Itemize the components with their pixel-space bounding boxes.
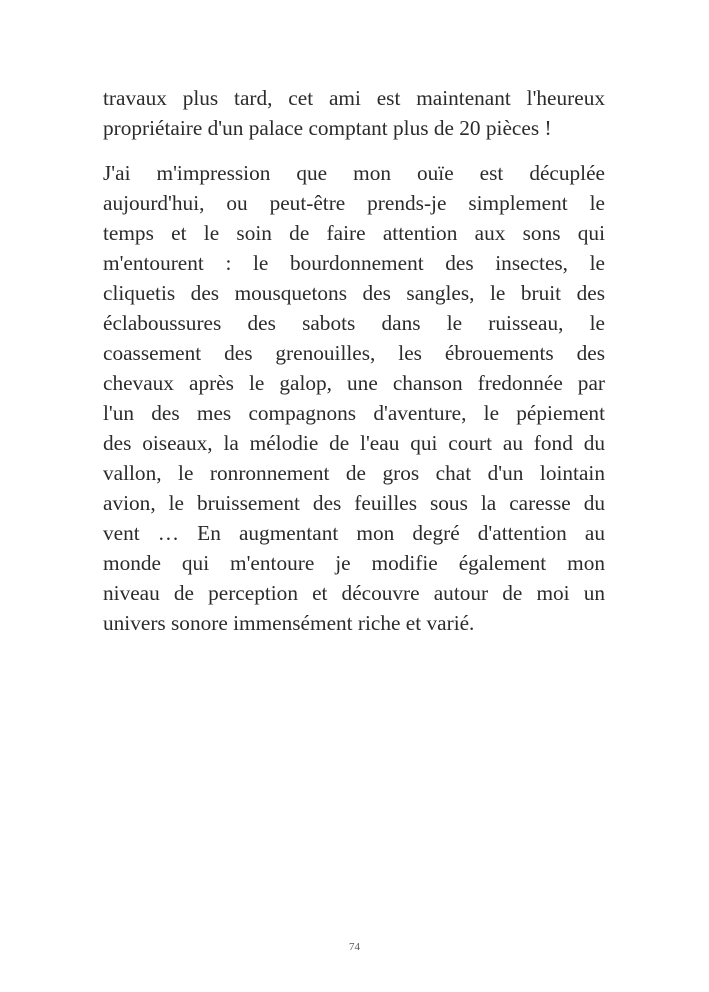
- text-line: m'entourent : le bourdonnement des insectes, le: [103, 251, 605, 275]
- page-number: 74: [349, 941, 360, 953]
- text-line: avion, le bruissement des feuilles sous la caresse du: [103, 491, 605, 515]
- paragraph-2: [103, 158, 605, 638]
- text-line: monde qui m'entoure je modifie également mon: [103, 551, 605, 575]
- text-line: niveau de perception et découvre autour de moi un: [103, 581, 605, 605]
- text-line: J'ai m'impression que mon ouïe est décuplée: [103, 161, 605, 185]
- text-line: chevaux après le galop, une chanson fredonnée par: [103, 371, 605, 395]
- text-line: l'un des mes compagnons d'aventure, le pépiement: [103, 401, 605, 425]
- text-line: coassement des grenouilles, les ébrouements des: [103, 341, 605, 365]
- text-line: éclaboussures des sabots dans le ruisseau, le: [103, 311, 605, 335]
- text-line: cliquetis des mousquetons des sangles, le bruit des: [103, 281, 605, 305]
- text-line: vent … En augmentant mon degré d'attention au: [103, 521, 605, 545]
- text-line: travaux plus tard, cet ami est maintenant l'heureux: [103, 86, 605, 110]
- paragraph-1: [103, 83, 605, 143]
- text-line: temps et le soin de faire attention aux sons qui: [103, 221, 605, 245]
- text-line: des oiseaux, la mélodie de l'eau qui court au fond du: [103, 431, 605, 455]
- text-line: propriétaire d'un palace comptant plus de 20 pièces !: [103, 116, 552, 140]
- text-line: univers sonore immensément riche et varié.: [103, 611, 475, 635]
- text-line: vallon, le ronronnement de gros chat d'un lointain: [103, 461, 605, 485]
- text-line: aujourd'hui, ou peut-être prends-je simplement le: [103, 191, 605, 215]
